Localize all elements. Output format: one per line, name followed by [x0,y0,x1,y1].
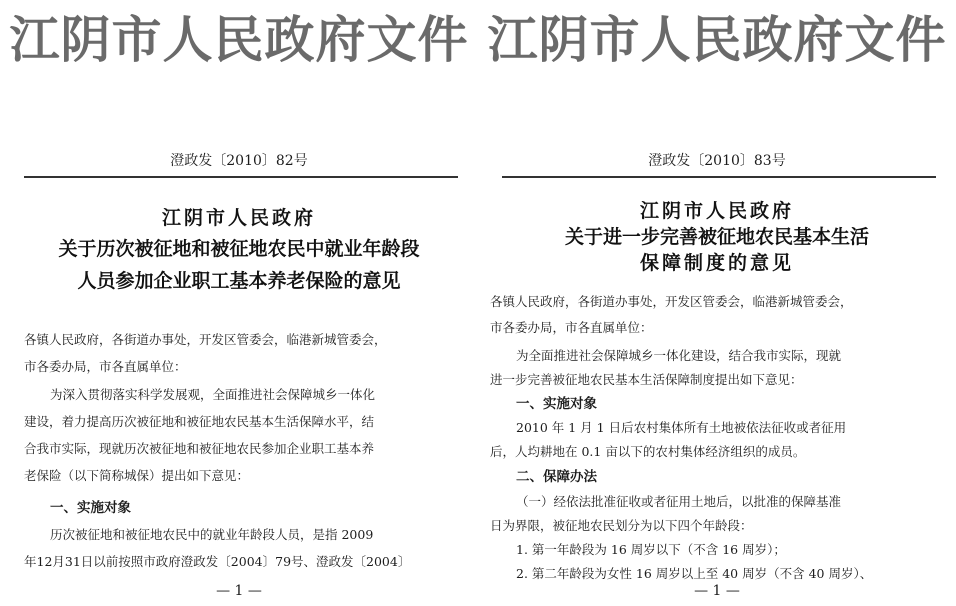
header-divider [24,176,458,178]
header-divider [502,176,936,178]
list-item: 2. 第二年龄段为女性 16 周岁以上至 40 周岁（不含 40 周岁）、 [516,566,873,581]
paragraph-line: 合我市实际，现就历次被征地和被征地农民参加企业职工基本养 [24,441,375,456]
addressee-line: 市各委办局，市各直属单位： [490,320,653,335]
paragraph-line: （一）经依法批准征收或者征用土地后，以批准的保障基准 [516,494,842,509]
paragraph-line: 2010 年 1 月 1 日后农村集体所有土地被依法征收或者征用 [516,420,847,435]
document-number: 澄政发〔2010〕83号 [648,153,786,169]
paragraph-line: 后，人均耕地在 0.1 亩以下的农村集体经济组织的成员。 [490,444,806,459]
paragraph-line: 为深入贯彻落实科学发展观，全面推进社会保障城乡一体化 [50,387,376,402]
document-number: 澄政发〔2010〕82号 [170,153,308,169]
section-heading: 一、实施对象 [50,500,131,516]
list-item: 1. 第一年龄段为 16 周岁以下（不含 16 周岁）； [516,542,786,557]
right-document-page [478,0,956,606]
addressee-line: 市各委办局，市各直属单位： [24,359,187,374]
paragraph-line: 老保险（以下简称城保）提出如下意见： [24,468,250,483]
page-number: — 1 — [694,583,740,599]
document-title-line: 保障制度的意见 [639,252,794,274]
section-heading: 一、实施对象 [516,396,597,412]
document-title-line: 关于历次被征地和被征地农民中就业年龄段 [58,238,420,260]
paragraph-line: 为全面推进社会保障城乡一体化建设，结合我市实际，现就 [516,348,842,363]
section-heading: 二、保障办法 [516,469,597,485]
paragraph-line: 建设，着力提高历次被征地和被征地农民基本生活保障水平，结 [24,414,375,429]
paragraph-line: 日为界限，被征地农民划分为以下四个年龄段： [490,518,753,533]
document-title-line: 关于进一步完善被征地农民基本生活 [564,226,869,248]
document-title-issuer: 江阴市人民政府 [639,200,794,222]
document-title-line: 人员参加企业职工基本养老保险的意见 [77,270,401,292]
paragraph-line: 年12月31日以前按照市政府澄政发〔2004〕79号、澄政发〔2004〕 [24,554,411,569]
page-number: — 1 — [216,583,262,599]
paragraph-line: 历次被征地和被征地农民中的就业年龄段人员，是指 2009 [50,527,374,542]
document-title-issuer: 江阴市人民政府 [161,207,316,229]
addressee-line: 各镇人民政府，各街道办事处，开发区管委会，临港新城管委会， [24,332,387,347]
addressee-line: 各镇人民政府，各街道办事处，开发区管委会，临港新城管委会， [490,294,853,309]
paragraph-line: 进一步完善被征地农民基本生活保障制度提出如下意见： [490,372,803,387]
document-header: 江阴市人民政府文件 [487,11,947,69]
document-header: 江阴市人民政府文件 [9,11,469,69]
